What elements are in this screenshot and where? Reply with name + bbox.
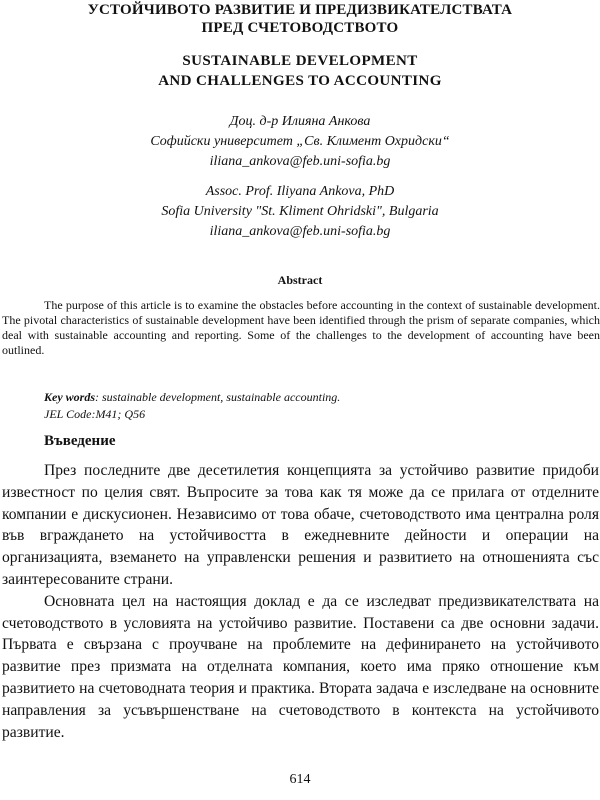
title-english-line-2: AND CHALLENGES TO ACCOUNTING (158, 73, 442, 89)
title-english-line-1: SUSTAINABLE DEVELOPMENT (182, 53, 418, 69)
body-text (2, 460, 599, 743)
jel-code: JEL Code:M41; Q56 (44, 407, 146, 421)
page-number: 614 (289, 772, 311, 787)
keywords-label: Key words (44, 390, 95, 404)
abstract-text: The purpose of this article is to examine the obstacles before accounting in the context of sustainable development. The pivotal characteristics of sustainable development have been identified through the prism of separate companies, which deal with sustainable accounting and reporting. Some of the challenges to the development of accounting have been outlined. (2, 298, 600, 357)
author-affiliation-en: Sofia University "St. Kliment Ohridski", Bulgaria (161, 204, 439, 219)
keywords-line (44, 390, 340, 405)
author-name-en: Assoc. Prof. Iliyana Ankova, PhD (205, 184, 395, 199)
abstract-body (2, 298, 600, 358)
keywords-text: : sustainable development, sustainable accounting. (95, 390, 341, 404)
paragraph: Основната цел на настоящия доклад е да се изследват предизвикателствата на счетоводството в условията на устойчиво развитие. Поставени са две основни задачи. Първата е свързана с проучване на проблемите на дефинирането на устойчивото развитие през призмата на отделната компания, което има пряко отношение към развитието на счетоводната теория и практика. Втората задача е изследване на основните направления за усъвършенстване на счетоводството в контекста на устойчивото развитие. (2, 592, 599, 741)
author-affiliation-bg: Софийски университет „Св. Климент Охридски“ (150, 134, 450, 149)
author-name-bg: Доц. д-р Илияна Анкова (229, 114, 371, 129)
section-heading-introduction: Въведение (44, 433, 116, 449)
paragraph: През последните две десетилетия концепцията за устойчиво развитие придоби известност по целия свят. Въпросите за това как тя може да се прилага от отделните компании е дискусионен. Независимо от това обаче, счетоводството има централна роля във вграждането на устойчивостта в ежедневните дейности и операции на организацията, вземането на управленски решения и развитието на отношенията със заинтересованите страни. (2, 462, 599, 588)
author-email-en: iliana_ankova@feb.uni-sofia.bg (209, 224, 391, 239)
author-email-bg: iliana_ankova@feb.uni-sofia.bg (209, 154, 391, 169)
abstract-heading: Abstract (277, 273, 323, 287)
title-bulgarian-line-2: ПРЕД СЧЕТОВОДСТВОТО (201, 20, 399, 36)
title-bulgarian-line-1: УСТОЙЧИВОТО РАЗВИТИЕ И ПРЕДИЗВИКАТЕЛСТВАТА (87, 2, 513, 18)
